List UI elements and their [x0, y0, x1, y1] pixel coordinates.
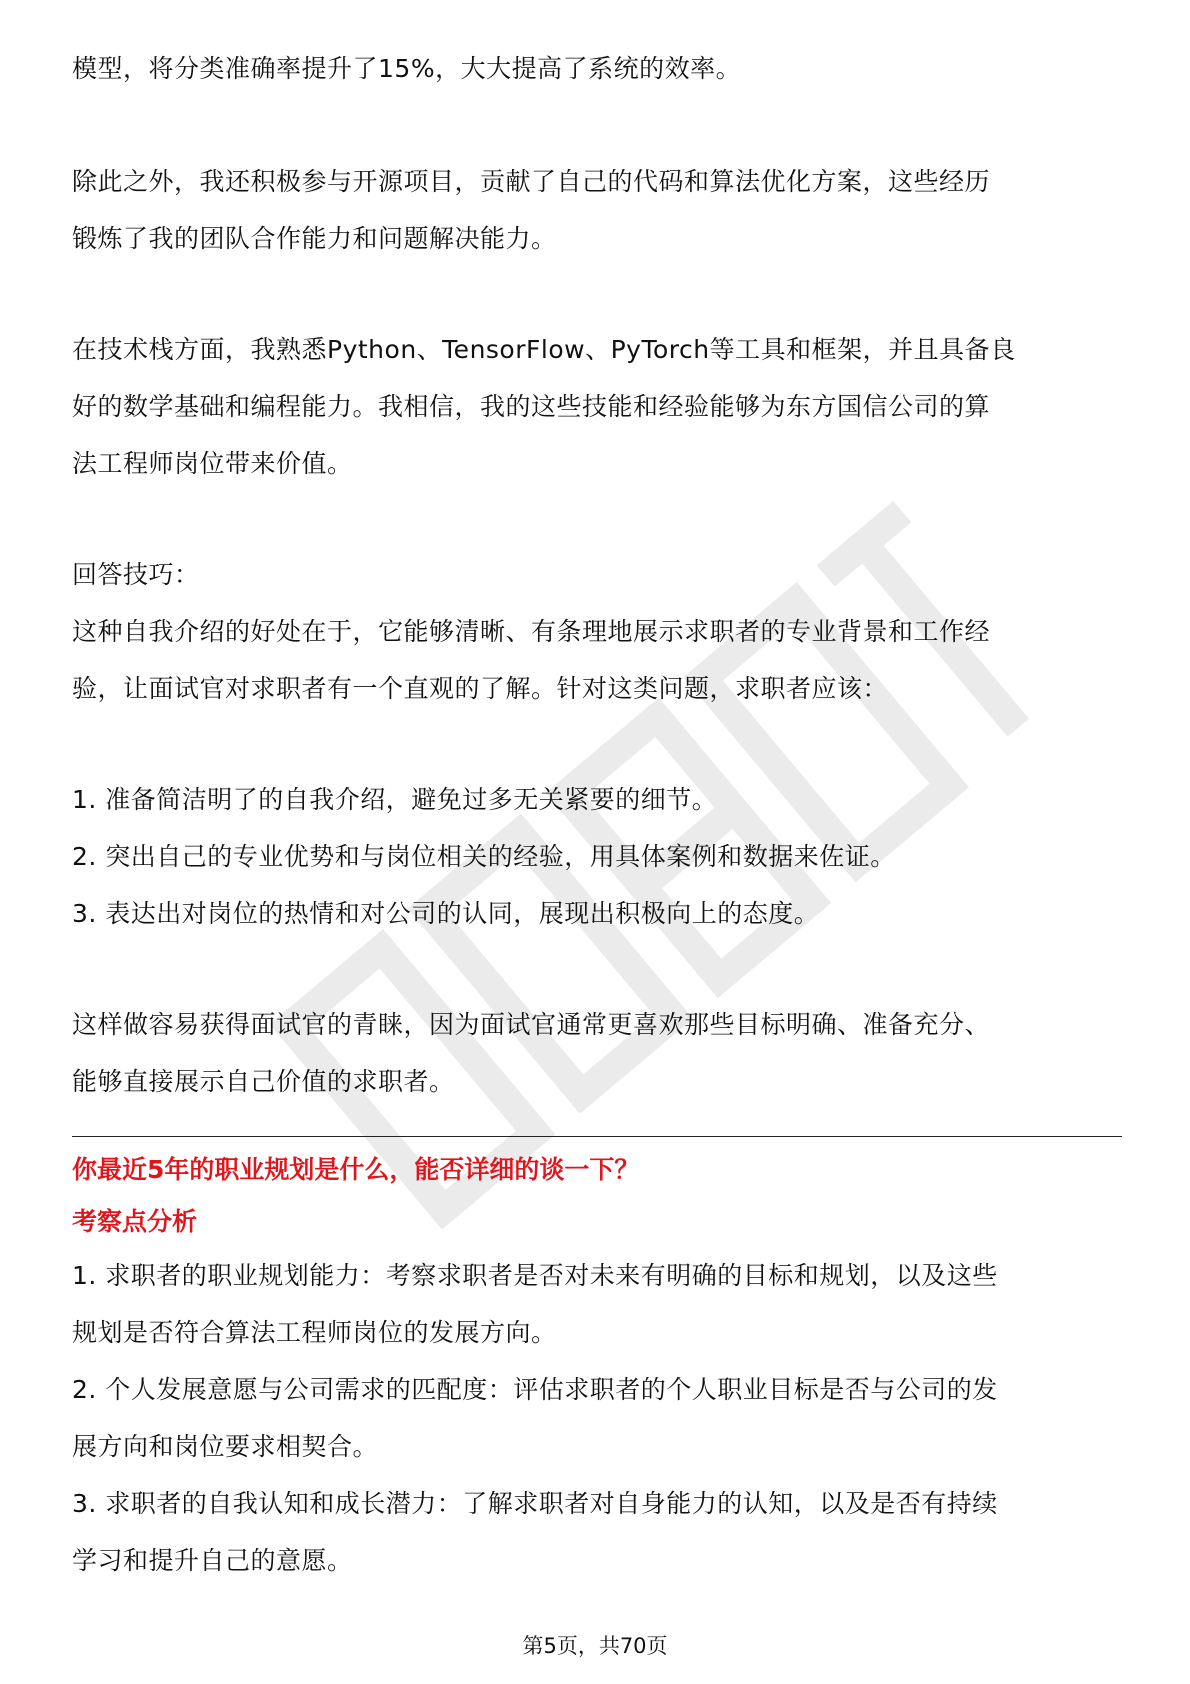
intro-paragraph-2-line-1: 除此之外，我还积极参与开源项目，贡献了自己的代码和算法优化方案，这些经历	[72, 167, 991, 196]
tips-list-item-2: 2. 突出自己的专业优势和与岗位相关的经验，用具体案例和数据来佐证。	[72, 842, 896, 871]
tips-list-item-1: 1. 准备简洁明了的自我介绍，避免过多无关紧要的细节。	[72, 785, 718, 814]
analysis-point-1-line-2: 规划是否符合算法工程师岗位的发展方向。	[72, 1318, 557, 1347]
analysis-heading: 考察点分析	[72, 1207, 198, 1236]
tips-heading: 回答技巧：	[72, 560, 200, 589]
intro-paragraph-3-line-1: 在技术栈方面，我熟悉Python、TensorFlow、PyTorch等工具和框架，并且具备良	[72, 335, 1016, 364]
intro-paragraph-3-line-2: 好的数学基础和编程能力。我相信，我的这些技能和经验能够为东方国信公司的算	[72, 392, 991, 421]
analysis-point-3-line-1: 3. 求职者的自我认知和成长潜力：了解求职者对自身能力的认知，以及是否有持续	[72, 1489, 998, 1518]
intro-paragraph-1-line-1: 模型，将分类准确率提升了15%，大大提高了系统的效率。	[72, 54, 742, 83]
question-title: 你最近5年的职业规划是什么，能否详细的谈一下？	[72, 1155, 640, 1184]
section-divider	[72, 1136, 1122, 1137]
analysis-point-1-line-1: 1. 求职者的职业规划能力：考察求职者是否对未来有明确的目标和规划，以及这些	[72, 1261, 998, 1290]
intro-paragraph-2-line-2: 锻炼了我的团队合作能力和问题解决能力。	[72, 224, 557, 253]
analysis-point-3-line-2: 学习和提升自己的意愿。	[72, 1546, 353, 1575]
document-page	[72, 40, 1122, 1589]
analysis-point-2-line-1: 2. 个人发展意愿与公司需求的匹配度：评估求职者的个人职业目标是否与公司的发	[72, 1375, 998, 1404]
tips-list-item-3: 3. 表达出对岗位的热情和对公司的认同，展现出积极向上的态度。	[72, 899, 820, 928]
conclusion-line-1: 这样做容易获得面试官的青睐，因为面试官通常更喜欢那些目标明确、准备充分、	[72, 1010, 991, 1039]
analysis-point-2-line-2: 展方向和岗位要求相契合。	[72, 1432, 379, 1461]
tips-line-1: 这种自我介绍的好处在于，它能够清晰、有条理地展示求职者的专业背景和工作经	[72, 617, 991, 646]
conclusion-line-2: 能够直接展示自己价值的求职者。	[72, 1067, 455, 1096]
tips-line-2: 验，让面试官对求职者有一个直观的了解。针对这类问题，求职者应该：	[72, 674, 889, 703]
page-number: 第5页，共70页	[522, 1634, 668, 1658]
intro-paragraph-3-line-3: 法工程师岗位带来价值。	[72, 449, 353, 478]
